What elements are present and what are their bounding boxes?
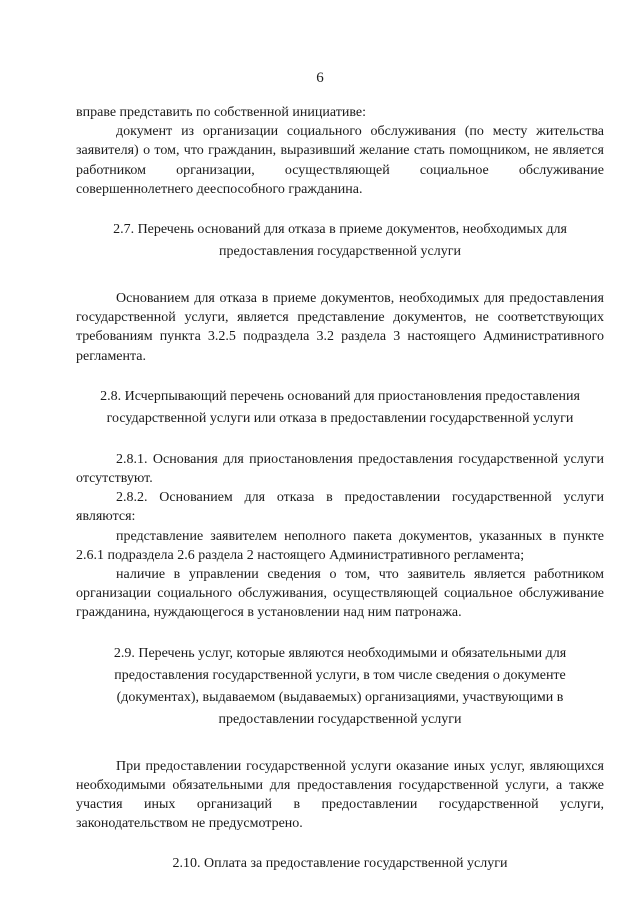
intro-line: вправе представить по собственной инициативе: <box>76 105 366 120</box>
section-2-8-2-paragraph: 2.8.2. Основанием для отказа в предоставлении государственной услуги являются: <box>76 490 604 525</box>
section-2-8-heading: 2.8. Исчерпывающий перечень оснований для приостановления предоставления государственной услуги или отказа в предоставлении государственной услуги <box>100 388 580 426</box>
section-2-7-paragraph: Основанием для отказа в приеме документов, необходимых для предоставления государственной услуги, является представление документов, не соответствующих требованиям пункта 3.2.5 подраздела 3.2 раздела 3 настоящего Административного регламента. <box>76 291 604 364</box>
section-2-9-paragraph: При предоставлении государственной услуги оказание иных услуг, являющихся необходимыми обязательными для предоставления государственной услуги, а также участия иных организаций в предоставлении государственной услуги, законодательством не предусмотрено. <box>76 758 604 832</box>
section-2-10-heading: 2.10. Оплата за предоставление государственной услуги <box>172 856 508 872</box>
intro-paragraph: документ из организации социального обслуживания (по месту жительства заявителя) о том, что гражданин, выразивший желание стать помощником, не является работником организации, осуществляющей социальное обслуживание совершеннолетнего дееспособного гражданина. <box>76 124 604 197</box>
section-2-9-heading: 2.9. Перечень услуг, которые являются необходимыми и обязательными для предоставления государственной услуги, в том числе сведения о документе (документах), выдаваемом (выдаваемых) организациями, участвующими в предоставлении государственной услуги <box>113 645 567 727</box>
section-2-7-heading: 2.7. Перечень оснований для отказа в приеме документов, необходимых для предоставления государственной услуги <box>113 222 567 260</box>
section-2-8-1-paragraph: 2.8.1. Основания для приостановления предоставления государственной услуги отсутствуют. <box>76 451 604 487</box>
section-2-8-item-1: представление заявителем неполного пакета документов, указанных в пункте 2.6.1 подраздела 2.6 раздела 2 настоящего Административного регламента; <box>76 528 604 563</box>
page-number: 6 <box>316 70 324 86</box>
section-2-8-item-2: наличие в управлении сведения о том, что заявитель является работником организации социального обслуживания, осуществляющей социальное обслуживание гражданина, нуждающегося в установлении над ним патронажа. <box>76 567 604 621</box>
document-body <box>76 103 604 875</box>
